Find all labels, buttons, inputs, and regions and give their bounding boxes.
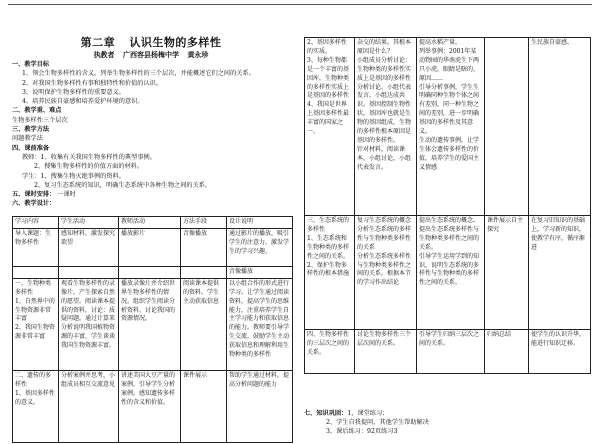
section-heading: 四、课前准备 xyxy=(12,144,50,152)
table-cell: 提出生态系统的概念。 提出生态系统多样性与生物种类多样性之间的关系。 引导学生运用学到的知识，说明生态系统的多样性与生物种类的多样性之间的关系。 xyxy=(417,216,485,330)
objective-item: 1、领会生物多样性的含义，列举生物多样性的三个层次，并能概述它们之间的关系。 xyxy=(22,70,255,78)
table-cell: 观看生物多样性的录像片，产生探索自然的愿望。阅读课本提供的资料，讨论：质疑问题，通过计算来分析说明我国植物资源的丰富，学生谈谈我国生物资源丰富。 xyxy=(59,278,119,370)
section-text: 生物多样性三个层次 xyxy=(12,116,68,124)
table-cell: 课件展示自主探究 xyxy=(485,216,529,330)
table-cell: 归纳总结 xyxy=(485,330,529,374)
table-cell: 讨论生物多样性三个层次间的关系。 xyxy=(355,330,417,374)
note-item: 3、课后练习：92页练习3 xyxy=(326,427,398,435)
table-cell xyxy=(485,38,529,216)
section-heading: 三、教学方法 xyxy=(12,126,50,134)
table-cell: 阅读课本提供的资料。学生主动获取信息 xyxy=(181,278,227,370)
table-cell: 二、遗传的多样性 1、基因多样性的意义。 xyxy=(13,370,59,442)
table-cell xyxy=(13,266,59,278)
section-heading: 五、课时安排： xyxy=(12,191,56,199)
table-cell: 2、基因多样性的实质。 3、每种生物都是一个丰富的基因库，生物种类的多样性实质上是基因的多样性 4、我国是世界上基因多样性最丰富的国家之一。 xyxy=(305,38,355,216)
lesson-table-right xyxy=(304,37,591,374)
table-cell: 使学生的认识升华，能进行知识迁移。 xyxy=(529,330,591,374)
table-cell: 音像播放 xyxy=(181,228,227,266)
author-label: 执教者 xyxy=(93,50,115,59)
table-cell xyxy=(181,266,227,278)
table-header-cell: 学习内容 xyxy=(13,217,59,229)
table-cell: 复习生态系统的概念 分析生态系统的多样性与生物种类多样性的关系 分析生态系统多样性与生物种类多样性之间的关系，根据本节的学习作出结论 xyxy=(355,216,417,330)
section-heading: 七、知识巩固： xyxy=(304,410,348,417)
table-cell: 分析案例并思考，小组成员相互交流意见 xyxy=(59,370,119,442)
table-cell: 课件展示 xyxy=(181,370,227,442)
table-cell: 音像播放 xyxy=(227,266,293,278)
prep-item: 2、搜集生物多样性的价值方面的材料。 xyxy=(34,163,144,171)
author-line xyxy=(12,50,290,60)
table-row xyxy=(305,38,591,216)
table-row xyxy=(305,216,591,330)
author-name: 黄永珍 xyxy=(187,50,209,59)
section-heading: 一、教学目标 xyxy=(12,61,50,68)
table-cell: 播放影片 xyxy=(119,228,181,266)
chapter-label: 第二章 xyxy=(80,36,116,49)
table-row xyxy=(13,278,293,370)
table-cell: 三、生态系统的多样性 1、生态系统和生物种类的多样性之间的关系。 2、保护生物多样性的根本措施 xyxy=(305,216,355,330)
table-cell: 一、生物种类多样性 1、自然界中的生物资源非常丰富 2、我国生物资源非常丰富 xyxy=(13,278,59,370)
objective-item: 4、培养民族自豪感和培养爱护环境的意识。 xyxy=(22,98,144,106)
note-item: 2、学生自我提问，其他学生帮助解决 xyxy=(326,418,429,426)
table-cell xyxy=(59,266,119,278)
chapter-title: 认识生物的多样性 xyxy=(129,36,222,49)
table-cell: 以小组合作的形式进行学习。让学生通过阅读资料，提高学生的思维能力，注重培养学生自主学习能力和获取信息的能力。教师要引导学生交流，鼓励学生主动获取信息和理解利用生物种类的多样性 xyxy=(227,278,293,370)
author-info: 广西容县杨梅中学 xyxy=(123,50,179,59)
table-cell: 帮助学生通过材料，提高分析问题的能力 xyxy=(227,370,293,442)
section-text: 一课时 xyxy=(57,191,76,199)
section-text: 问题教学法 xyxy=(12,135,43,143)
table-row xyxy=(305,330,591,374)
table-header-row xyxy=(13,217,293,229)
table-header-cell: 教师活动 xyxy=(119,217,181,229)
table-row xyxy=(13,266,293,278)
prep-item: 学生：1、搜集生物灭绝事例的资料。 xyxy=(22,172,125,180)
table-cell: 生民族自豪感。 xyxy=(529,38,591,216)
table-header-cell: 方法手段 xyxy=(181,217,227,229)
top-rule xyxy=(8,4,592,5)
consolidation-notes xyxy=(304,410,590,436)
table-cell: 导入课题：生物多样性 xyxy=(13,228,59,266)
lesson-table-left xyxy=(12,216,293,443)
page-title xyxy=(12,36,290,49)
table-cell: 在复习旧知识的基础上，学习新的知识，使教学有序，循序渐进 xyxy=(529,216,591,330)
table-cell: 感知材料，激发探究欲望 xyxy=(59,228,119,266)
table-cell xyxy=(119,266,181,278)
prep-item: 教师：1、收集有关我国生物多样性的典型事例。 xyxy=(22,153,156,161)
section-heading: 二、教学重、难点 xyxy=(12,107,62,115)
table-cell: 提高水稻产量。 列举事例：2001年某动物园的华南虎生下两只小虎，眼睛是瞎的，原因…… 引导分析事例，学生生明确同种生物个体之间有差别，同一种生物之间的差别，进一步明确基因的多样性及其意义。 生动的遗传事例，让学生体会遗传多样性的价值，培养学生的爱国主义情感 xyxy=(417,38,485,216)
table-cell: 引导学生归纳三层次之间的关系。 xyxy=(417,330,485,374)
table-row xyxy=(13,228,293,266)
left-column xyxy=(12,36,290,209)
objective-item: 2、对我国生物多样性有事和独特性和价值的认识。 xyxy=(22,79,163,87)
prep-item: 2、复习生态系统的知识，明确生态系统中各种生物之间的关系。 xyxy=(34,181,212,189)
table-row xyxy=(13,370,293,442)
table-cell: 通过影片的播放，吸引学生的注意力，激发学生的学习兴趣。 xyxy=(227,228,293,266)
table-cell: 讲述美国大豆产量的案例，引导学生分析案例，感知遗传多样性的含义和价值。 xyxy=(119,370,181,442)
table-header-cell: 学生活动 xyxy=(59,217,119,229)
section-line xyxy=(12,190,290,199)
section-heading: 六、教学设计： xyxy=(12,200,56,208)
table-cell: 四、生物多样性的三层次之间的关系。 xyxy=(305,330,355,374)
table-cell: 播放录像片并介绍世界生物多样性的情况。组织学生阅读分析资料，讨论我国的资源情况。 xyxy=(119,278,181,370)
table-header-cell: 设计说明 xyxy=(227,217,293,229)
objective-item: 3、说明保护生物多样性的重要意义。 xyxy=(22,88,125,96)
note-item: 1、课堂练习； xyxy=(347,410,389,417)
table-cell: 杂交的结果。其根本原因是什么？ 小组成员分析讨论：生物种类的多样性实质上是基因的多样性 分析讨论。小组代表发言，小组达成共识。基因控制生物性状，基因库也就是生物的基因组成，生物的多样性根本原因是基因的多样性。 针对材料，阅读课本，小组讨论，小组代表发言。 xyxy=(355,38,417,216)
